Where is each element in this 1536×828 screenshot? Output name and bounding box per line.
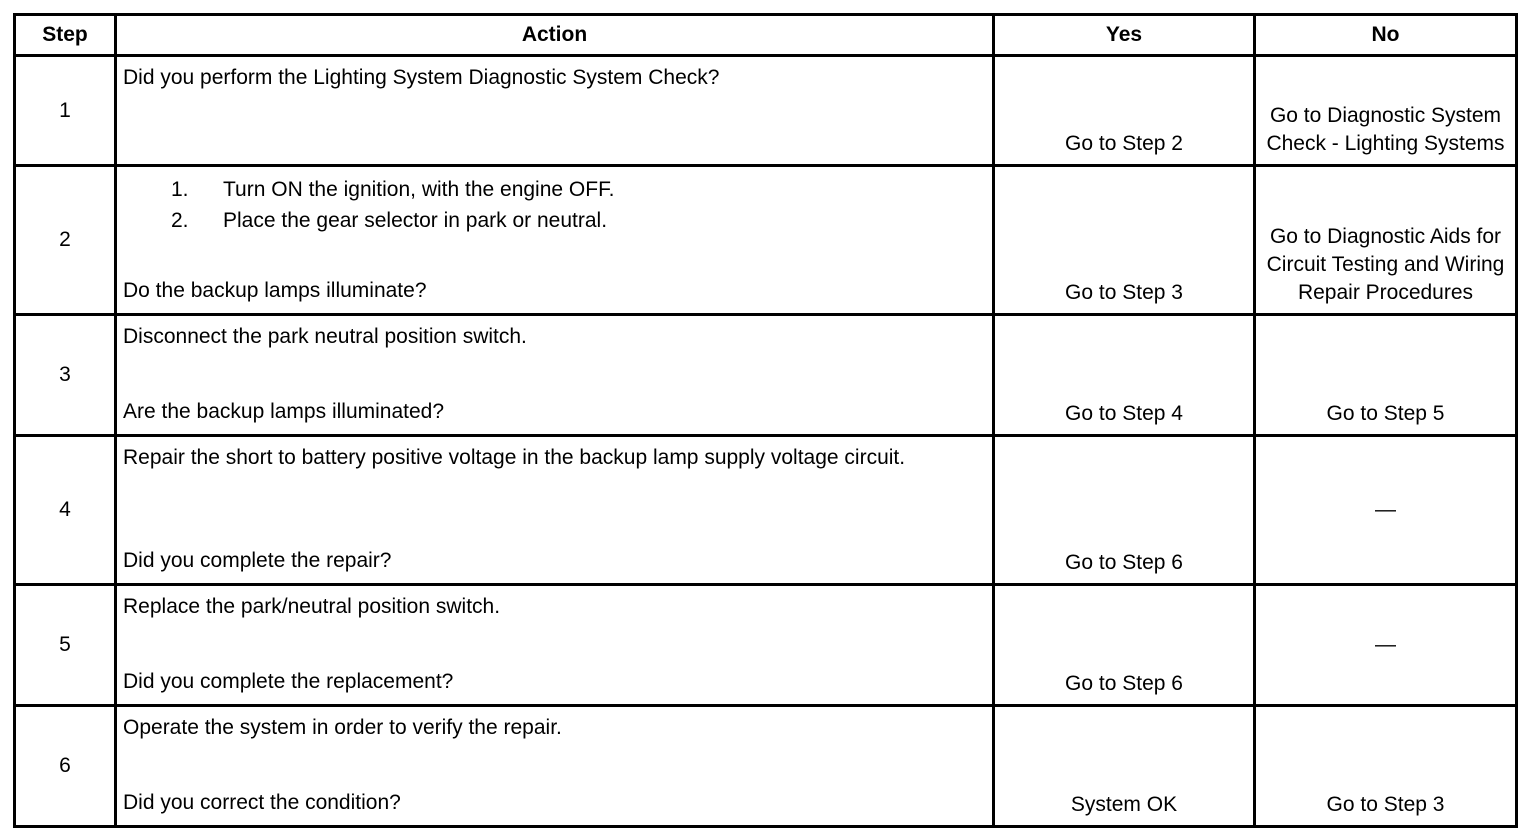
yes-cell: Go to Step 6 — [994, 585, 1255, 706]
substep-item — [171, 205, 986, 236]
step-number: 6 — [15, 706, 116, 827]
no-cell: — — [1255, 585, 1517, 706]
action-question: Do the backup lamps illuminate? — [123, 279, 427, 302]
action-text: Replace the park/neutral position switch. — [123, 595, 501, 618]
step-number: 4 — [15, 436, 116, 585]
yes-cell: Go to Step 4 — [994, 315, 1255, 436]
diagnostic-table — [13, 13, 1518, 828]
no-cell: Go to Step 3 — [1255, 706, 1517, 827]
action-cell — [116, 706, 994, 827]
header-no: No — [1255, 15, 1517, 56]
no-cell: Go to Diagnostic System Check - Lighting Systems — [1255, 56, 1517, 166]
table-row — [15, 56, 1517, 166]
header-step: Step — [15, 15, 116, 56]
action-text: Repair the short to battery positive voltage in the backup lamp supply voltage circuit. — [123, 446, 906, 469]
step-number: 3 — [15, 315, 116, 436]
header-row — [15, 15, 1517, 56]
no-cell: Go to Diagnostic Aids for Circuit Testing and Wiring Repair Procedures — [1255, 166, 1517, 315]
substep-item — [171, 174, 986, 205]
step-number: 5 — [15, 585, 116, 706]
header-yes: Yes — [994, 15, 1255, 56]
table-row — [15, 706, 1517, 827]
substep-text: Turn ON the ignition, with the engine OFF. — [223, 178, 615, 201]
yes-cell: Go to Step 2 — [994, 56, 1255, 166]
header-action: Action — [116, 15, 994, 56]
substep-text: Place the gear selector in park or neutral. — [223, 209, 608, 232]
no-cell: Go to Step 5 — [1255, 315, 1517, 436]
action-question: Are the backup lamps illuminated? — [123, 400, 445, 423]
action-text: Did you perform the Lighting System Diagnostic System Check? — [123, 66, 720, 89]
table-row — [15, 315, 1517, 436]
step-number: 2 — [15, 166, 116, 315]
action-cell — [116, 585, 994, 706]
yes-cell: System OK — [994, 706, 1255, 827]
action-text: Disconnect the park neutral position switch. — [123, 325, 527, 348]
substep-number: 1. — [171, 178, 189, 201]
action-cell — [116, 166, 994, 315]
yes-cell: Go to Step 3 — [994, 166, 1255, 315]
action-cell — [116, 436, 994, 585]
action-question: Did you correct the condition? — [123, 791, 401, 814]
no-cell: — — [1255, 436, 1517, 585]
yes-cell: Go to Step 6 — [994, 436, 1255, 585]
action-question: Did you complete the repair? — [123, 549, 392, 572]
substep-list — [123, 174, 986, 236]
step-number: 1 — [15, 56, 116, 166]
table-row — [15, 436, 1517, 585]
action-question: Did you complete the replacement? — [123, 670, 454, 693]
table-row — [15, 585, 1517, 706]
action-cell — [116, 56, 994, 166]
action-text: Operate the system in order to verify the repair. — [123, 716, 562, 739]
table-row — [15, 166, 1517, 315]
substep-number: 2. — [171, 209, 189, 232]
action-cell — [116, 315, 994, 436]
